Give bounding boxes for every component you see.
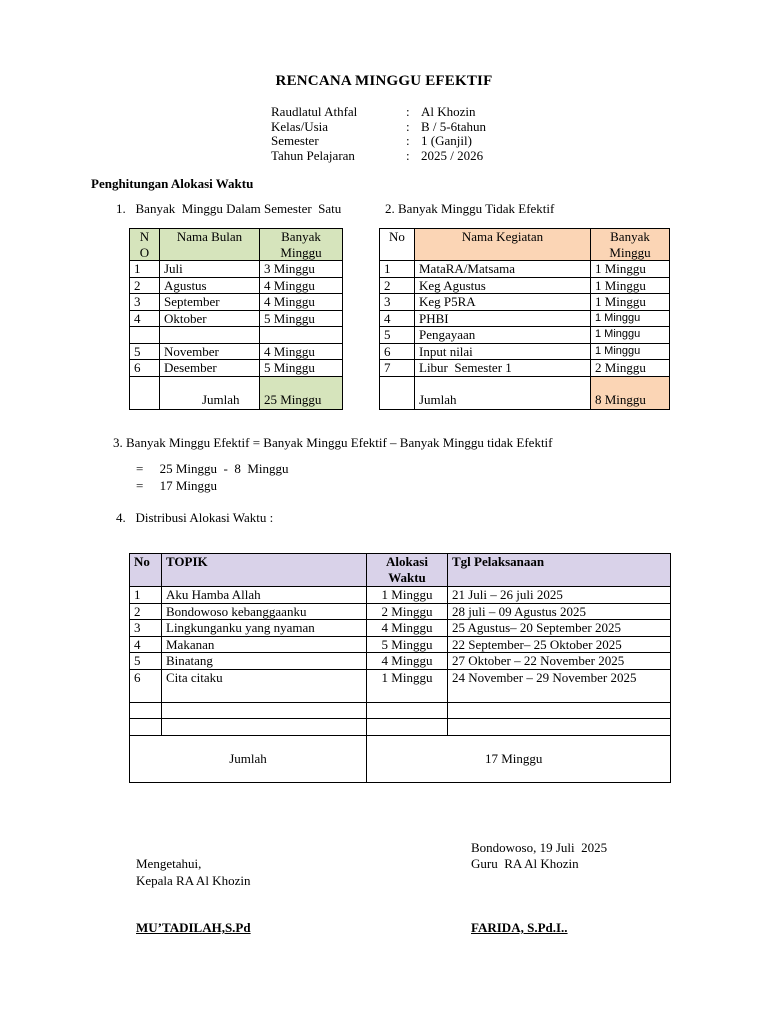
table2-cell-no: 1 — [380, 261, 415, 278]
table1-cell-no — [130, 327, 160, 344]
identity-colon: : — [406, 147, 410, 163]
identity-row — [271, 149, 486, 164]
table1-cell-no: 5 — [130, 343, 160, 360]
effective-weeks-table — [129, 228, 343, 410]
table3-empty-cell — [162, 702, 367, 719]
table1-cell-no: 1 — [130, 261, 160, 278]
table1-cell-month: Desember — [160, 360, 260, 377]
table1-cell-no: 2 — [130, 277, 160, 294]
identity-value: B / 5-6tahun — [421, 118, 486, 134]
table3-cell-allocation: 4 Minggu — [367, 620, 448, 637]
table2-total-label: Jumlah — [415, 376, 591, 409]
item-1-heading: 1. Banyak Minggu Dalam Semester Satu — [116, 201, 342, 216]
identity-key: Kelas/Usia — [271, 118, 329, 134]
table3-header-allocation: Alokasi Waktu — [367, 554, 448, 587]
table1-cell-weeks: 4 Minggu — [260, 294, 343, 311]
table2-header-activity: Nama Kegiatan — [415, 229, 591, 261]
table-row — [380, 277, 670, 294]
table2-total-row — [380, 376, 670, 409]
table3-cell-allocation: 5 Minggu — [367, 636, 448, 653]
identity-value: 2025 / 2026 — [421, 147, 484, 163]
table-row — [130, 620, 671, 637]
table3-total-label: Jumlah — [130, 735, 367, 782]
identity-row — [271, 134, 486, 149]
table3-cell-topic: Binatang — [162, 653, 367, 670]
item-4-heading: 4. Distribusi Alokasi Waktu : — [116, 510, 274, 525]
table2-total-value: 8 Minggu — [591, 376, 670, 409]
table1-cell-weeks: 5 Minggu — [260, 360, 343, 377]
table3-cell-date: 24 November – 29 November 2025 — [448, 669, 671, 702]
table3-cell-no: 2 — [130, 603, 162, 620]
table-row — [380, 360, 670, 377]
table2-cell-no: 2 — [380, 277, 415, 294]
table2-cell-no: 3 — [380, 294, 415, 311]
table1-total-label: Jumlah — [160, 376, 260, 409]
table-row — [130, 277, 343, 294]
table-row — [380, 310, 670, 327]
table3-cell-topic: Lingkunganku yang nyaman — [162, 620, 367, 637]
table1-total-value: 25 Minggu — [260, 376, 343, 409]
table3-total-row — [130, 735, 671, 782]
table-row — [130, 587, 671, 604]
table1-cell-month — [160, 327, 260, 344]
document-title: RENCANA MINGGU EFEKTIF — [275, 73, 493, 89]
table3-cell-date: 27 Oktober – 22 November 2025 — [448, 653, 671, 670]
table-row — [380, 294, 670, 311]
table2-cell-activity: PHBI — [415, 310, 591, 327]
table2-cell-weeks: 1 Minggu — [591, 310, 670, 327]
table2-cell-weeks: 1 Minggu — [591, 327, 670, 344]
table3-cell-date: 28 juli – 09 Agustus 2025 — [448, 603, 671, 620]
identity-key: Raudlatul Athfal — [271, 104, 358, 119]
table3-cell-allocation: 1 Minggu — [367, 669, 448, 702]
table2-cell-activity: Keg Agustus — [415, 277, 591, 294]
table-row — [130, 636, 671, 653]
table-row-empty — [130, 719, 671, 736]
table3-empty-cell — [367, 702, 448, 719]
table-row — [380, 261, 670, 278]
table-row — [130, 343, 343, 360]
table3-cell-allocation: 4 Minggu — [367, 653, 448, 670]
identity-value: Al Khozin — [421, 104, 476, 119]
table2-cell-activity: MataRA/Matsama — [415, 261, 591, 278]
table3-empty-cell — [130, 719, 162, 736]
identity-row — [271, 120, 486, 135]
table3-cell-no: 4 — [130, 636, 162, 653]
table-row — [130, 360, 343, 377]
identity-colon: : — [406, 133, 410, 148]
table-row — [130, 310, 343, 327]
item-3-heading: 3. Banyak Minggu Efektif = Banyak Minggu Efektif – Banyak Minggu tidak Efektif — [113, 435, 553, 450]
table3-header-no: No — [130, 554, 162, 587]
table2-cell-activity: Pengayaan — [415, 327, 591, 344]
table3-total-value: 17 Minggu — [367, 735, 671, 782]
identity-value: 1 (Ganjil) — [421, 133, 472, 148]
table1-header-weeks: Banyak Minggu — [260, 229, 343, 261]
table-row — [130, 653, 671, 670]
identity-colon: : — [406, 104, 410, 119]
place-date: Bondowoso, 19 Juli 2025 — [471, 840, 608, 855]
identity-block — [271, 105, 486, 163]
table1-cell-weeks: 5 Minggu — [260, 310, 343, 327]
item-2-heading: 2. Banyak Minggu Tidak Efektif — [385, 201, 555, 216]
table1-cell-month: November — [160, 343, 260, 360]
table-row — [380, 327, 670, 344]
table3-cell-topic: Bondowoso kebanggaanku — [162, 603, 367, 620]
identity-key: Semester — [271, 133, 319, 148]
table3-cell-date: 21 Juli – 26 juli 2025 — [448, 587, 671, 604]
table2-cell-no: 7 — [380, 360, 415, 377]
calc-line-2: = 17 Minggu — [136, 478, 218, 493]
table1-cell-no: 4 — [130, 310, 160, 327]
table-row — [130, 669, 671, 702]
table3-cell-topic: Makanan — [162, 636, 367, 653]
table-row — [380, 343, 670, 360]
table2-cell-no: 6 — [380, 343, 415, 360]
section-heading: Penghitungan Alokasi Waktu — [91, 176, 254, 191]
table2-cell-activity: Input nilai — [415, 343, 591, 360]
table1-cell-month: Juli — [160, 261, 260, 278]
table2-cell-weeks: 1 Minggu — [591, 294, 670, 311]
table3-cell-topic: Aku Hamba Allah — [162, 587, 367, 604]
table1-cell-weeks: 4 Minggu — [260, 343, 343, 360]
table1-total-row — [130, 376, 343, 409]
table3-empty-cell — [367, 719, 448, 736]
identity-key: Tahun Pelajaran — [271, 147, 355, 163]
table3-header-topic: TOPIK — [162, 554, 367, 587]
table1-cell-month: September — [160, 294, 260, 311]
table1-cell-weeks: 3 Minggu — [260, 261, 343, 278]
acknowledged-label: Mengetahui, — [136, 856, 202, 871]
table1-cell-weeks — [260, 327, 343, 344]
table2-cell-activity: Libur Semester 1 — [415, 360, 591, 377]
table3-cell-allocation: 2 Minggu — [367, 603, 448, 620]
headmaster-role: Kepala RA Al Khozin — [136, 873, 251, 888]
table-row — [130, 294, 343, 311]
table2-cell-weeks: 1 Minggu — [591, 343, 670, 360]
table3-cell-date: 22 September– 25 Oktober 2025 — [448, 636, 671, 653]
table3-cell-no: 1 — [130, 587, 162, 604]
table2-cell-no: 4 — [380, 310, 415, 327]
table3-empty-cell — [448, 719, 671, 736]
table3-cell-no: 6 — [130, 669, 162, 702]
headmaster-name: MU’TADILAH,S.Pd — [136, 920, 251, 935]
table1-cell-month: Agustus — [160, 277, 260, 294]
teacher-name: FARIDA, S.Pd.I.. — [471, 920, 568, 935]
table1-cell-no: 6 — [130, 360, 160, 377]
table3-cell-no: 3 — [130, 620, 162, 637]
table2-cell-weeks: 1 Minggu — [591, 277, 670, 294]
table1-header-month: Nama Bulan — [160, 229, 260, 261]
non-effective-weeks-table — [379, 228, 670, 410]
table1-total-no — [130, 376, 160, 409]
table2-cell-weeks: 2 Minggu — [591, 360, 670, 377]
teacher-role: Guru RA Al Khozin — [471, 856, 579, 871]
table3-cell-allocation: 1 Minggu — [367, 587, 448, 604]
table3-cell-topic: Cita citaku — [162, 669, 367, 702]
table-row — [130, 261, 343, 278]
table3-header-date: Tgl Pelaksanaan — [448, 554, 671, 587]
table2-cell-activity: Keg P5RA — [415, 294, 591, 311]
table3-cell-no: 5 — [130, 653, 162, 670]
table3-empty-cell — [162, 719, 367, 736]
table1-header-no: N O — [130, 229, 160, 261]
table-row-empty — [130, 702, 671, 719]
table3-empty-cell — [130, 702, 162, 719]
calc-line-1: = 25 Minggu - 8 Minggu — [136, 461, 289, 476]
table2-total-no — [380, 376, 415, 409]
table-row — [130, 603, 671, 620]
identity-colon: : — [406, 118, 410, 134]
table2-cell-no: 5 — [380, 327, 415, 344]
table2-header-weeks: Banyak Minggu — [591, 229, 670, 261]
table2-header-no: No — [380, 229, 415, 261]
table1-cell-no: 3 — [130, 294, 160, 311]
table1-cell-weeks: 4 Minggu — [260, 277, 343, 294]
identity-row — [271, 105, 486, 120]
table-row — [130, 327, 343, 344]
table3-cell-date: 25 Agustus– 20 September 2025 — [448, 620, 671, 637]
table2-cell-weeks: 1 Minggu — [591, 261, 670, 278]
table3-empty-cell — [448, 702, 671, 719]
table1-cell-month: Oktober — [160, 310, 260, 327]
time-allocation-table — [129, 553, 671, 783]
